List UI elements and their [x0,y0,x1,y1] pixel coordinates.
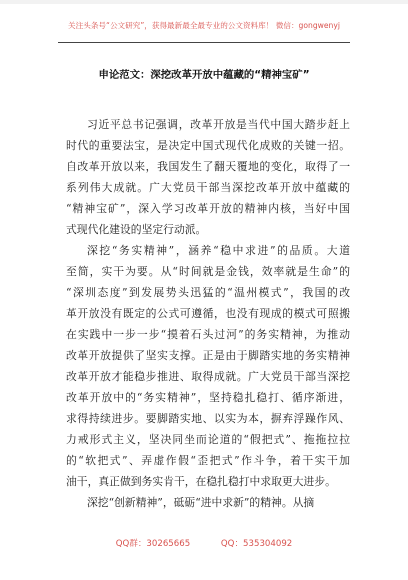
paragraph-line: 系列伟大成就。广大党员干部当深挖改革开放中蕴藏的 [66,181,350,194]
paragraph-line: 改革开放提供了坚实支撑。正是由于脚踏实地的务实精神 [66,349,350,362]
paragraph-line: 深挖“创新精神”，砥砺“进中求新”的精神。从摘 [87,496,315,509]
document-title: 申论范文：深挖改革开放中蕴藏的“精神宝矿” [98,69,310,81]
page-footer [0,537,408,549]
paragraph-line: 在实践中一步一步“摸着石头过河”的务实精神，为推动 [66,328,350,341]
document-body [66,114,350,513]
paragraph-line: 革开放没有既定的公式可遵循，也没有现成的模式可照搬 [66,307,350,320]
paragraph-line: 改革开放中的“务实精神”，坚持稳扎稳打、循序渐进， [66,391,350,404]
page-header: 关注头条号“公文研究”，获得最新最全最专业的公文资料库！ 微信：gongwenyj [68,21,340,30]
paragraph-line: 自改革开放以来，我国发生了翻天覆地的变化，取得了一 [66,160,350,173]
paragraph-line: 习近平总书记强调，改革开放是当代中国大踏步赶上 [87,118,350,131]
paragraph-line: 求得持续进步。要脚踏实地、以实为本，摒弃浮躁作风、 [66,412,350,425]
paragraph-line: 深挖“务实精神”，涵养“稳中求进”的品质。大道 [87,244,350,257]
footer-qq: QQ：535304092 [220,539,293,549]
paragraph-line: 改革开放才能稳步推进、取得成就。广大党员干部当深挖 [66,370,350,383]
paragraph-line: 油干，真正做到务实肯干，在稳扎稳打中求取更大进步。 [66,475,336,488]
page-top-edge [0,0,408,4]
paragraph-line: 力戒形式主义，坚决同坐而论道的“假把式”、拖拖拉拉 [66,433,350,446]
paragraph-line: 至简，实干为要。从“时间就是金钱，效率就是生命”的 [66,265,350,278]
body-paragraph [66,492,350,513]
paragraph-line: “深圳态度”到发展势头迅猛的“温州模式”，我国的改 [66,286,350,299]
body-paragraph [66,114,350,240]
header-divider [58,42,350,43]
paragraph-line: “精神宝矿”，深入学习改革开放的精神内核，当好中国 [66,202,350,215]
paragraph-line: 的“软把式”、弄虚作假“歪把式”作斗争，着干实干加 [66,454,350,467]
paragraph-line: 时代的重要法宝，是决定中国式现代化成败的关键一招。 [66,139,350,152]
body-paragraph [66,240,350,492]
paragraph-line: 式现代化建设的坚定行动派。 [66,223,207,236]
footer-qq-group: QQ群：30265665 [115,539,191,549]
